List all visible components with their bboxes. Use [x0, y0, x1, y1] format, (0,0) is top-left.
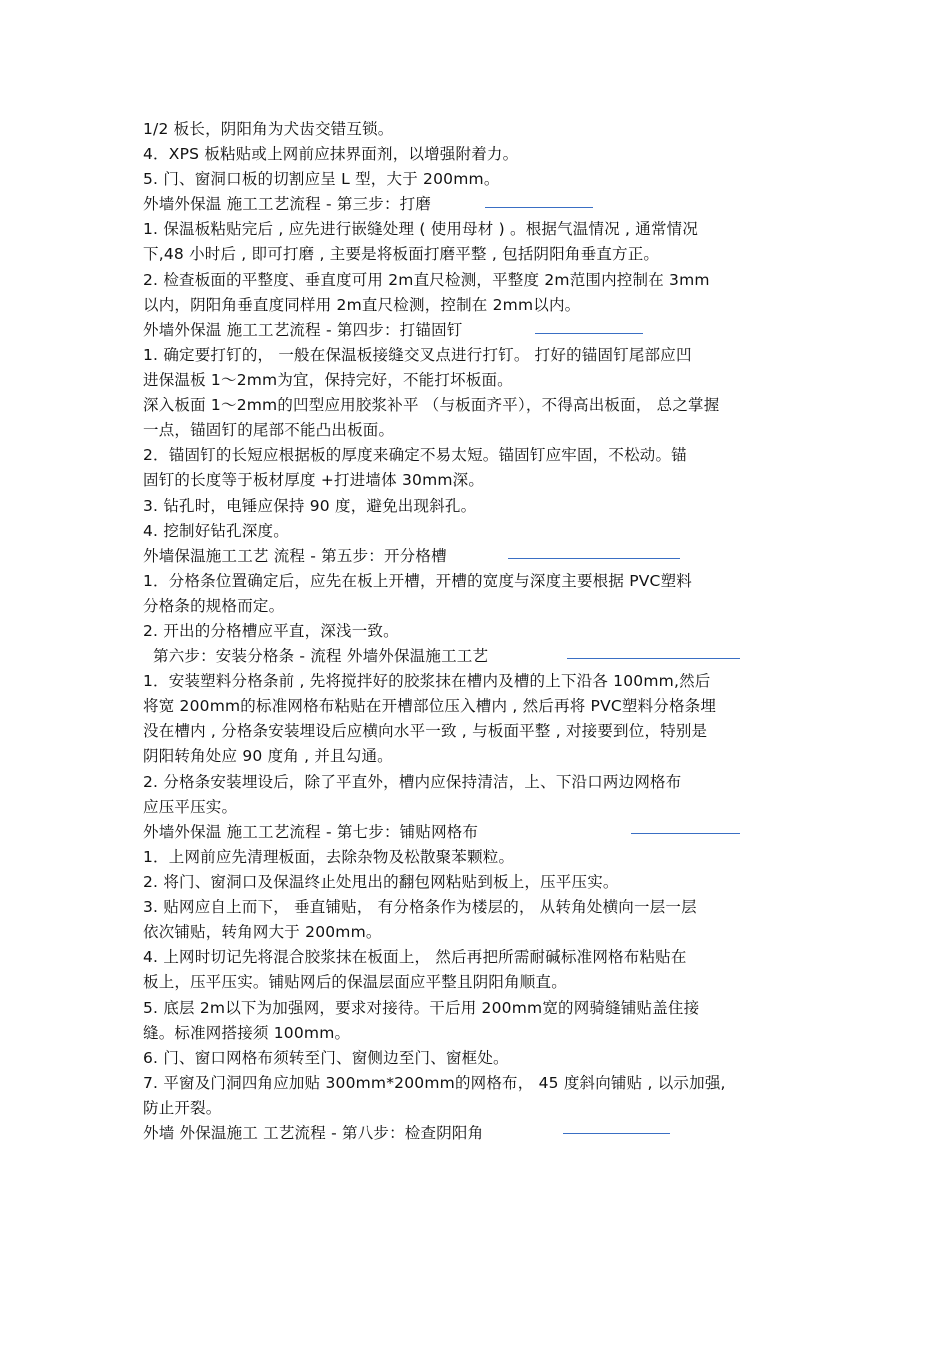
section-heading: 第六步：安装分格条 - 流程 外墙外保温施工工艺	[153, 647, 489, 665]
heading-underline	[508, 558, 680, 559]
text-line: 2. 检查板面的平整度、垂直度可用 2m直尺检测，平整度 2m范围内控制在 3mm	[143, 271, 710, 289]
section-heading: 外墙外保温 施工工艺流程 - 第四步：打锚固钉	[143, 321, 463, 339]
text-line: 3. 贴网应自上而下， 垂直铺贴， 有分格条作为楼层的， 从转角处横向一层一层	[143, 898, 697, 916]
section-heading: 外墙外保温 施工工艺流程 - 第七步：铺贴网格布	[143, 823, 479, 841]
text-line: 2．锚固钉的长短应根据板的厚度来确定不易太短。锚固钉应牢固，不松动。锚	[143, 446, 687, 464]
text-line: 1. 确定要打钉的， 一般在保温板接缝交叉点进行打钉。 打好的锚固钉尾部应凹	[143, 346, 692, 364]
heading-underline	[535, 333, 643, 334]
text-line: 缝。标准网搭接须 100mm。	[143, 1024, 351, 1042]
text-line: 防止开裂。	[143, 1099, 222, 1117]
text-line: 板上，压平压实。铺贴网后的保温层面应平整且阴阳角顺直。	[143, 973, 567, 991]
text-line: 7. 平窗及门洞四角应加贴 300mm*200mm的网格布， 45 度斜向铺贴 , 以示加强,	[143, 1074, 726, 1092]
section-heading: 外墙外保温 施工工艺流程 - 第三步：打磨	[143, 195, 432, 213]
text-line: 1. 保温板粘贴完后 , 应先进行嵌缝处理 ( 使用母材 ) 。根据气温情况 , 通常情况	[143, 220, 699, 238]
text-line: 4. 挖制好钻孔深度。	[143, 522, 289, 540]
text-line: 一点，锚固钉的尾部不能凸出板面。	[143, 421, 395, 439]
text-line: 下,48 小时后 , 即可打磨 , 主要是将板面打磨平整 , 包括阴阳角垂直方正。	[143, 245, 660, 263]
text-line: 分格条的规格而定。	[143, 597, 285, 615]
text-line: 2. 将门、窗洞口及保温终止处甩出的翻包网粘贴到板上，压平压实。	[143, 873, 619, 891]
text-line: 4．XPS 板粘贴或上网前应抹界面剂，以增强附着力。	[143, 145, 519, 163]
text-line: 将宽 200mm的标准网格布粘贴在开槽部位压入槽内 , 然后再将 PVC塑料分格条埋	[143, 697, 717, 715]
text-line: 进保温板 1～2mm为宜，保持完好，不能打坏板面。	[143, 371, 513, 389]
text-line: 2. 分格条安装埋设后，除了平直外，槽内应保持清洁，上、下沿口两边网格布	[143, 773, 682, 791]
text-line: 1．分格条位置确定后，应先在板上开槽，开槽的宽度与深度主要根据 PVC塑料	[143, 572, 692, 590]
section-heading: 外墙保温施工工艺 流程 - 第五步：开分格槽	[143, 547, 447, 565]
text-line: 1/2 板长，阴阳角为犬齿交错互锁。	[143, 120, 394, 138]
text-line: 1．上网前应先清理板面，去除杂物及松散聚苯颗粒。	[143, 848, 515, 866]
text-line: 5. 底层 2m以下为加强网，要求对接待。干后用 200mm宽的网骑缝铺贴盖住接	[143, 999, 700, 1017]
section-heading: 外墙 外保温施工 工艺流程 - 第八步：检查阴阳角	[143, 1124, 484, 1142]
heading-underline	[563, 1133, 670, 1134]
heading-underline	[567, 658, 740, 659]
text-line: 4. 上网时切记先将混合胶浆抹在板面上， 然后再把所需耐碱标准网格布粘贴在	[143, 948, 687, 966]
heading-underline	[631, 833, 740, 834]
text-line: 依次铺贴，转角网大于 200mm。	[143, 923, 382, 941]
heading-underline	[485, 207, 593, 208]
text-line: 深入板面 1～2mm的凹型应用胶浆补平 （与板面齐平），不得高出板面， 总之掌握	[143, 396, 720, 414]
text-line: 2. 开出的分格槽应平直，深浅一致。	[143, 622, 399, 640]
text-line: 固钉的长度等于板材厚度 +打进墙体 30mm深。	[143, 471, 485, 489]
text-line: 没在槽内 , 分格条安装埋设后应横向水平一致 , 与板面平整 , 对接要到位，特别是	[143, 722, 708, 740]
text-line: 1．安装塑料分格条前 , 先将搅拌好的胶浆抹在槽内及槽的上下沿各 100mm,然后	[143, 672, 711, 690]
text-line: 6. 门、窗口网格布须转至门、窗侧边至门、窗框处。	[143, 1049, 509, 1067]
text-line: 3. 钻孔时，电锤应保持 90 度，避免出现斜孔。	[143, 497, 477, 515]
text-line: 应压平压实。	[143, 798, 238, 816]
text-line: 5. 门、窗洞口板的切割应呈 L 型，大于 200mm。	[143, 170, 500, 188]
text-line: 阴阳转角处应 90 度角 , 并且勾通。	[143, 747, 393, 765]
text-line: 以内，阴阳角垂直度同样用 2m直尺检测，控制在 2mm以内。	[143, 296, 581, 314]
